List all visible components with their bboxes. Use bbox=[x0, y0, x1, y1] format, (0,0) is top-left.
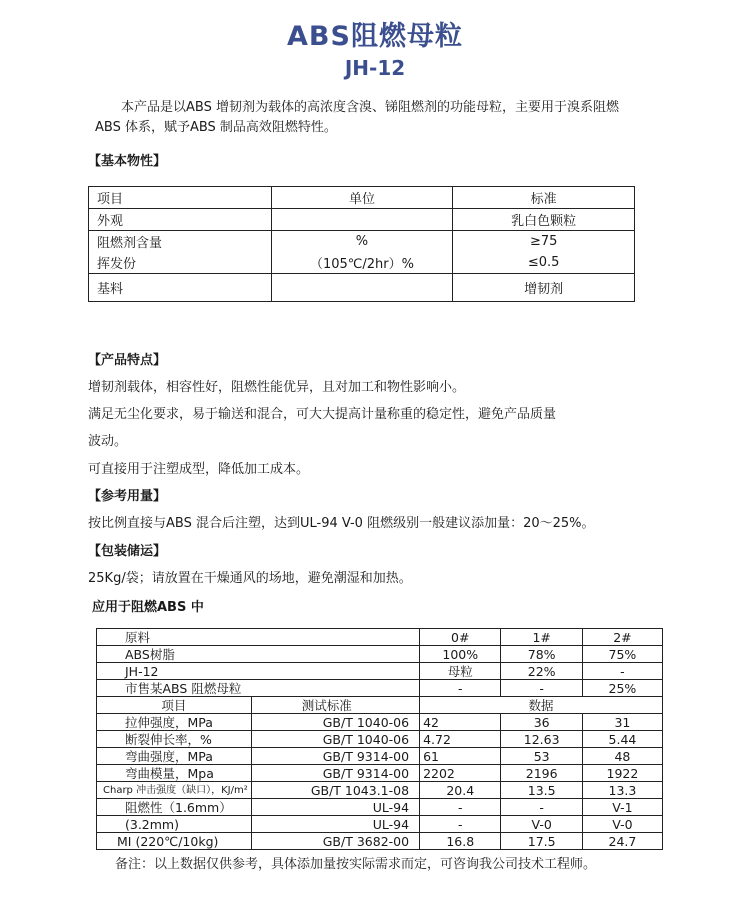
features-heading: 【产品特点】 bbox=[88, 353, 167, 368]
table-row bbox=[97, 629, 663, 646]
table-cell: 基料 bbox=[89, 274, 272, 302]
table-row bbox=[97, 663, 663, 680]
table-cell: 母粒 bbox=[420, 663, 501, 680]
packaging-heading: 【包装储运】 bbox=[88, 544, 167, 559]
dosage-heading: 【参考用量】 bbox=[88, 489, 167, 504]
table-cell: 2# bbox=[582, 629, 662, 646]
table-cell: 2202 bbox=[420, 765, 501, 782]
table-cell: 36 bbox=[501, 714, 582, 731]
table-cell: 48 bbox=[582, 748, 662, 765]
header-cell: 项目 bbox=[97, 697, 252, 714]
table-cell: 1922 bbox=[582, 765, 662, 782]
intro-paragraph: 本产品是以ABS 增韧剂为载体的高浓度含溴、锑阻燃剂的功能母粒，主要用于溴系阻燃ABS 体系，赋予ABS 制品高效阻燃特性。 bbox=[95, 100, 619, 135]
table-cell: - bbox=[420, 816, 501, 833]
table-cell: - bbox=[420, 680, 501, 697]
table-header-row bbox=[89, 187, 635, 209]
header-cell: 数据 bbox=[420, 697, 663, 714]
table-cell: 拉伸强度，MPa bbox=[97, 714, 252, 731]
table-cell: - bbox=[501, 799, 582, 816]
table-cell: 阻燃剂含量 bbox=[89, 231, 272, 253]
table-row bbox=[97, 833, 663, 850]
header-cell: 标准 bbox=[453, 187, 635, 209]
table-row bbox=[97, 765, 663, 782]
table-cell: V-1 bbox=[582, 799, 662, 816]
table-cell: 挥发份 bbox=[89, 252, 272, 274]
table-cell: 4.72 bbox=[420, 731, 501, 748]
feature-line: 波动。 bbox=[88, 434, 128, 449]
feature-line: 可直接用于注塑成型，降低加工成本。 bbox=[88, 462, 310, 477]
table-cell: 42 bbox=[420, 714, 501, 731]
table-cell: 78% bbox=[501, 646, 582, 663]
table-cell: （105℃/2hr）% bbox=[271, 252, 453, 274]
table-row bbox=[97, 748, 663, 765]
table-cell: UL-94 bbox=[251, 799, 419, 816]
table-cell: 100% bbox=[420, 646, 501, 663]
table-header-row bbox=[97, 697, 663, 714]
model-number: JH-12 bbox=[344, 56, 406, 80]
table-cell: 24.7 bbox=[582, 833, 662, 850]
table-cell: 弯曲模量，Mpa bbox=[97, 765, 252, 782]
document-title: ABS阻燃母粒 bbox=[287, 21, 463, 52]
table-row bbox=[97, 731, 663, 748]
dosage-text: 按比例直接与ABS 混合后注塑，达到UL-94 V-0 阻燃级别一般建议添加量：20～25%。 bbox=[88, 516, 595, 531]
basic-properties-table bbox=[88, 186, 635, 302]
table-cell: GB/T 1040-06 bbox=[251, 714, 419, 731]
table-cell: 弯曲强度，MPa bbox=[97, 748, 252, 765]
table-row bbox=[89, 252, 635, 274]
table-row bbox=[97, 799, 663, 816]
table-cell: 市售某ABS 阻燃母粒 bbox=[97, 680, 420, 697]
table-cell: - bbox=[420, 799, 501, 816]
table-row bbox=[97, 680, 663, 697]
table-cell: 75% bbox=[582, 646, 662, 663]
table-cell: 断裂伸长率，% bbox=[97, 731, 252, 748]
table-cell: 17.5 bbox=[501, 833, 582, 850]
application-table bbox=[96, 628, 663, 850]
header-cell: 项目 bbox=[89, 187, 272, 209]
table-cell: 5.44 bbox=[582, 731, 662, 748]
table-cell: 外观 bbox=[89, 209, 272, 231]
footnote: 备注：以上数据仅供参考，具体添加量按实际需求而定，可咨询我公司技术工程师。 bbox=[115, 857, 597, 872]
table-cell: 25% bbox=[582, 680, 662, 697]
table-cell: 12.63 bbox=[501, 731, 582, 748]
table-cell: 53 bbox=[501, 748, 582, 765]
table-cell: V-0 bbox=[582, 816, 662, 833]
table-cell: ≥75 bbox=[453, 231, 635, 253]
header-cell: 测试标准 bbox=[251, 697, 419, 714]
table-cell: (3.2mm) bbox=[97, 816, 252, 833]
table-cell: 31 bbox=[582, 714, 662, 731]
application-heading: 应用于阻燃ABS 中 bbox=[92, 600, 204, 615]
table-cell bbox=[271, 274, 453, 302]
table-cell: JH-12 bbox=[97, 663, 420, 680]
table-cell: GB/T 9314-00 bbox=[251, 765, 419, 782]
feature-line: 增韧剂载体，相容性好，阻燃性能优异，且对加工和物性影响小。 bbox=[88, 380, 466, 395]
table-cell: 阻燃性（1.6mm） bbox=[97, 799, 252, 816]
table-cell bbox=[271, 209, 453, 231]
table-row bbox=[97, 646, 663, 663]
table-cell: 13.5 bbox=[501, 782, 582, 799]
table-cell: ABS树脂 bbox=[97, 646, 420, 663]
header-cell: 单位 bbox=[271, 187, 453, 209]
table-cell: UL-94 bbox=[251, 816, 419, 833]
table-cell: 原料 bbox=[97, 629, 420, 646]
table-cell: 16.8 bbox=[420, 833, 501, 850]
table-cell: MI (220℃/10kg) bbox=[97, 833, 252, 850]
table-cell: 61 bbox=[420, 748, 501, 765]
table-row bbox=[97, 816, 663, 833]
table-cell: % bbox=[271, 231, 453, 253]
feature-line: 满足无尘化要求，易于输送和混合，可大大提高计量称重的稳定性，避免产品质量 bbox=[88, 407, 557, 422]
table-cell: - bbox=[582, 663, 662, 680]
table-row bbox=[97, 714, 663, 731]
table-cell: ≤0.5 bbox=[453, 252, 635, 274]
table-cell: GB/T 1043.1-08 bbox=[251, 782, 419, 799]
table-row bbox=[89, 209, 635, 231]
table-row bbox=[89, 231, 635, 253]
table-cell: V-0 bbox=[501, 816, 582, 833]
table-cell: 13.3 bbox=[582, 782, 662, 799]
table-row bbox=[97, 782, 663, 799]
packaging-text: 25Kg/袋；请放置在干燥通风的场地，避免潮湿和加热。 bbox=[88, 571, 412, 586]
table-cell: GB/T 9314-00 bbox=[251, 748, 419, 765]
table-cell: 1# bbox=[501, 629, 582, 646]
basic-properties-heading: 【基本物性】 bbox=[88, 154, 167, 169]
table-cell: Charp 冲击强度（缺口），KJ/m² bbox=[97, 782, 252, 799]
table-row bbox=[89, 274, 635, 302]
table-cell: 22% bbox=[501, 663, 582, 680]
table-cell: 2196 bbox=[501, 765, 582, 782]
table-cell: 0# bbox=[420, 629, 501, 646]
table-cell: GB/T 1040-06 bbox=[251, 731, 419, 748]
table-cell: 增韧剂 bbox=[453, 274, 635, 302]
table-cell: 20.4 bbox=[420, 782, 501, 799]
table-cell: 乳白色颗粒 bbox=[453, 209, 635, 231]
table-cell: GB/T 3682-00 bbox=[251, 833, 419, 850]
table-cell: - bbox=[501, 680, 582, 697]
